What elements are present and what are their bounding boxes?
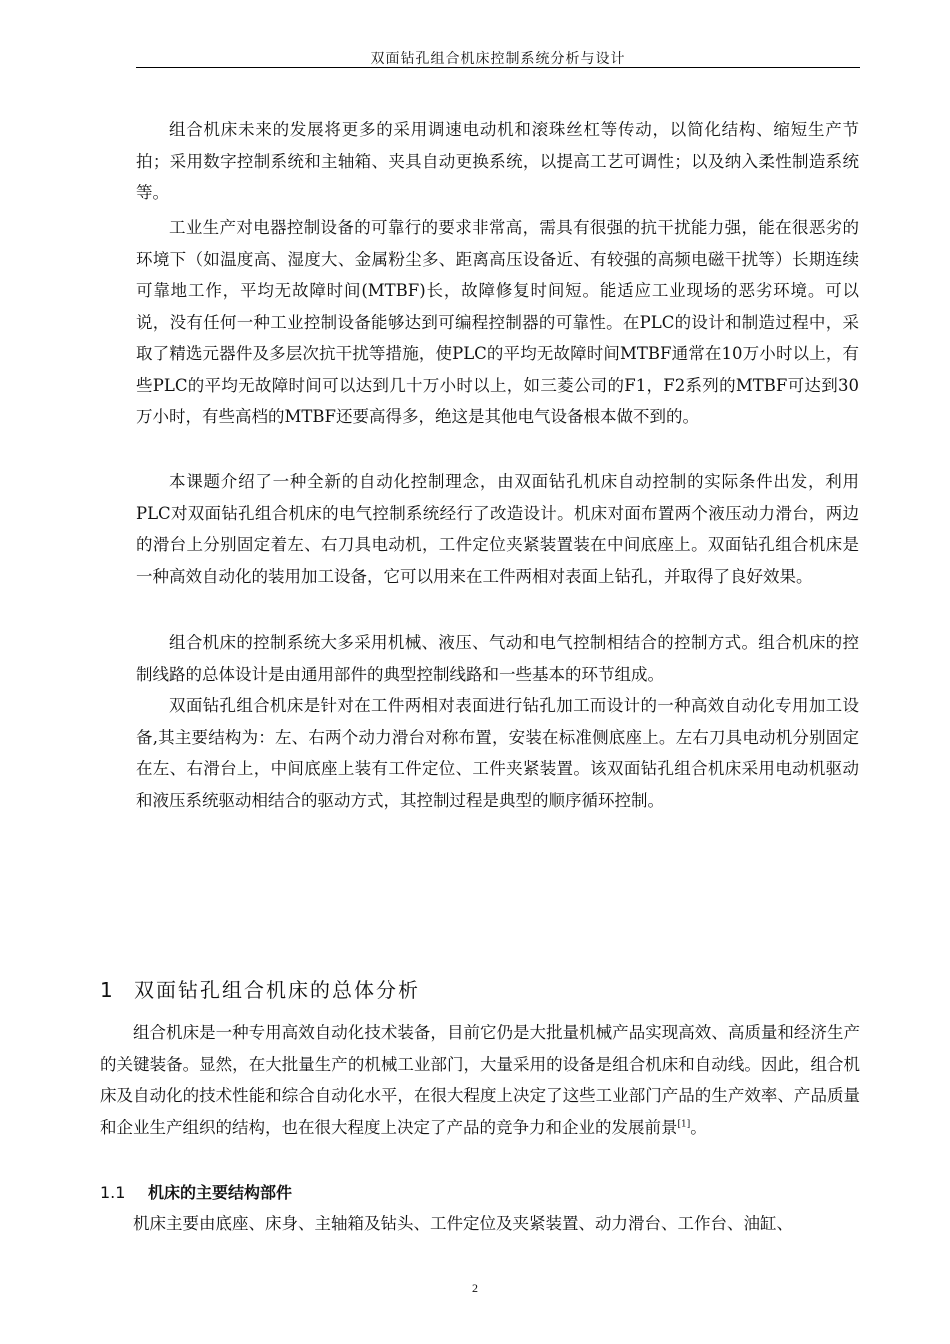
header-rule xyxy=(136,67,860,68)
body-paragraph-3: 本课题介绍了一种全新的自动化控制理念，由双面钻孔机床自动控制的实际条件出发，利用PLC对双面钻孔组合机床的电气控制系统经行了改造设计。机床对面布置两个液压动力滑台，两边的滑台上分别固定着左、右刀具电动机，工件定位夹紧装置装在中间底座上。双面钻孔组合机床是一种高效自动化的装用加工设备，它可以用来在工件两相对表面上钻孔，并取得了良好效果。 xyxy=(136,472,859,586)
section-title: 双面钻孔组合机床的总体分析 xyxy=(134,978,420,1002)
subsection-title: 机床的主要结构部件 xyxy=(148,1183,293,1202)
subsection-heading-1-1 xyxy=(100,1180,292,1203)
body-paragraph-6 xyxy=(100,1017,860,1143)
citation-marker: [1] xyxy=(677,1119,691,1129)
section-number: 1 xyxy=(100,978,115,1002)
body-paragraph-1: 组合机床未来的发展将更多的采用调速电动机和滚珠丝杠等传动，以简化结构、缩短生产节拍；采用数字控制系统和主轴箱、夹具自动更换系统，以提高工艺可调性；以及纳入柔性制造系统等。 xyxy=(136,120,859,202)
body-paragraph-7: 机床主要由底座、床身、主轴箱及钻头、工件定位及夹紧装置、动力滑台、工作台、油缸、 xyxy=(133,1214,793,1233)
running-header-title: 双面钻孔组合机床控制系统分析与设计 xyxy=(370,51,626,67)
body-paragraph-4: 组合机床的控制系统大多采用机械、液压、气动和电气控制相结合的控制方式。组合机床的控制线路的总体设计是由通用部件的典型控制线路和一些基本的环节组成。 xyxy=(136,633,859,684)
body-paragraph-2: 工业生产对电器控制设备的可靠行的要求非常高，需具有很强的抗干扰能力强，能在很恶劣的环境下（如温度高、湿度大、金属粉尘多、距离高压设备近、有较强的高频电磁干扰等）长期连续可靠地工作，平均无故障时间(MTBF)长，故障修复时间短。能适应工业现场的恶劣环境。可以说，没有任何一种工业控制设备能够达到可编程控制器的可靠性。在PLC的设计和制造过程中，采取了精选元器件及多层次抗干扰等措施，使PLC的平均无故障时间MTBF通常在10万小时以上，有些PLC的平均无故障时间可以达到几十万小时以上，如三菱公司的F1，F2系列的MTBF可达到30万小时，有些高档的MTBF还要高得多，绝这是其他电气设备根本做不到的。 xyxy=(136,218,859,426)
page-number: 2 xyxy=(472,1281,478,1295)
body-paragraph-5: 双面钻孔组合机床是针对在工件两相对表面进行钻孔加工而设计的一种高效自动化专用加工设备,其主要结构为：左、右两个动力滑台对称布置，安装在标准侧底座上。左右刀具电动机分别固定在左、右滑台上，中间底座上装有工件定位、工件夹紧装置。该双面钻孔组合机床采用电动机驱动和液压系统驱动相结合的驱动方式，其控制过程是典型的顺序循环控制。 xyxy=(136,696,859,810)
paragraph-text: 组合机床是一种专用高效自动化技术装备，目前它仍是大批量机械产品实现高效、高质量和经济生产的关键装备。显然，在大批量生产的机械工业部门，大量采用的设备是组合机床和自动线。因此，组合机床及自动化的技术性能和综合自动化水平，在很大程度上决定了这些工业部门产品的生产效率、产品质量和企业生产组织的结构，也在很大程度上决定了产品的竞争力和企业的发展前景 xyxy=(100,1023,860,1137)
paragraph-end: 。 xyxy=(690,1117,707,1137)
subsection-number: 1.1 xyxy=(100,1183,126,1202)
section-heading-1 xyxy=(100,974,420,1003)
